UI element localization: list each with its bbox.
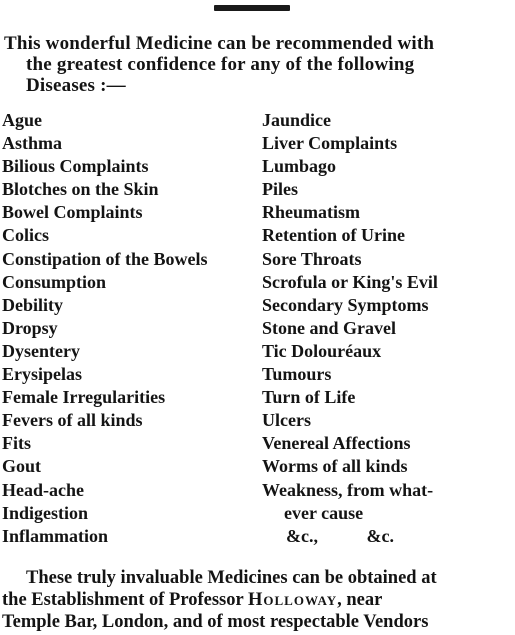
disease-item: Asthma (2, 133, 63, 154)
disease-item: Secondary Symptoms (262, 294, 429, 315)
disease-item: Dropsy (2, 317, 58, 338)
disease-item: Dysentery (2, 340, 80, 361)
outro-line-3: Temple Bar, London, and of most respectable Vendors (2, 612, 429, 632)
disease-item: Head-ache (2, 479, 84, 500)
decorative-rule (214, 5, 290, 11)
disease-item: Ulcers (262, 410, 311, 431)
disease-item: Constipation of the Bowels (2, 248, 208, 269)
disease-item: Stone and Gravel (262, 317, 397, 338)
outro-line-1: These truly invaluable Medicines can be obtained at (26, 568, 437, 588)
disease-item: Scrofula or King's Evil (262, 271, 438, 292)
disease-item: Liver Complaints (262, 133, 398, 154)
outro-line-2-pre: the Establishment of Professor (2, 590, 248, 610)
professor-name: Holloway (247, 590, 338, 610)
intro-line-1: This wonderful Medicine can be recommended with (4, 33, 435, 54)
disease-item: Ague (2, 110, 42, 130)
outro-line-2 (2, 589, 512, 611)
disease-item: Consumption (2, 271, 107, 292)
disease-item: Turn of Life (262, 387, 356, 408)
disease-list-left (2, 109, 260, 548)
etcetera-line (262, 525, 512, 548)
disease-item: Retention of Urine (262, 225, 405, 246)
disease-item: Fevers of all kinds (2, 410, 143, 431)
disease-list-right (262, 109, 512, 548)
etcetera-2: &c. (366, 525, 394, 546)
disease-item: Bowel Complaints (2, 202, 143, 223)
outro-paragraph (2, 567, 512, 633)
disease-item: Colics (2, 225, 49, 246)
disease-item: Sore Throats (262, 248, 362, 269)
disease-item: Gout (2, 456, 42, 477)
disease-item: Debility (2, 294, 63, 315)
disease-item: Tumours (262, 364, 332, 385)
disease-item: Weakness, from what- (262, 479, 434, 500)
disease-item: Lumbago (262, 156, 337, 177)
etcetera-1: &c., (286, 525, 318, 546)
disease-item: Jaundice (262, 110, 332, 130)
disease-item: Bilious Complaints (2, 156, 149, 177)
disease-item: Piles (262, 179, 298, 200)
disease-item: Indigestion (2, 502, 89, 523)
outro-line-2-post: , near (337, 590, 383, 610)
intro-paragraph (4, 33, 512, 96)
disease-item: Venereal Affections (262, 433, 411, 454)
disease-item: Tic Dolouréaux (262, 340, 382, 361)
disease-item: Female Irregularities (2, 387, 166, 408)
intro-line-2: the greatest confidence for any of the following (26, 54, 415, 75)
disease-item: Worms of all kinds (262, 456, 408, 477)
disease-item: Erysipelas (2, 364, 83, 385)
intro-line-3: Diseases :— (26, 75, 126, 96)
disease-item: Blotches on the Skin (2, 179, 159, 200)
disease-item: Rheumatism (262, 202, 360, 223)
disease-item-continuation: ever cause (284, 502, 364, 523)
disease-item: Fits (2, 433, 31, 454)
disease-item: Inflammation (2, 525, 109, 546)
